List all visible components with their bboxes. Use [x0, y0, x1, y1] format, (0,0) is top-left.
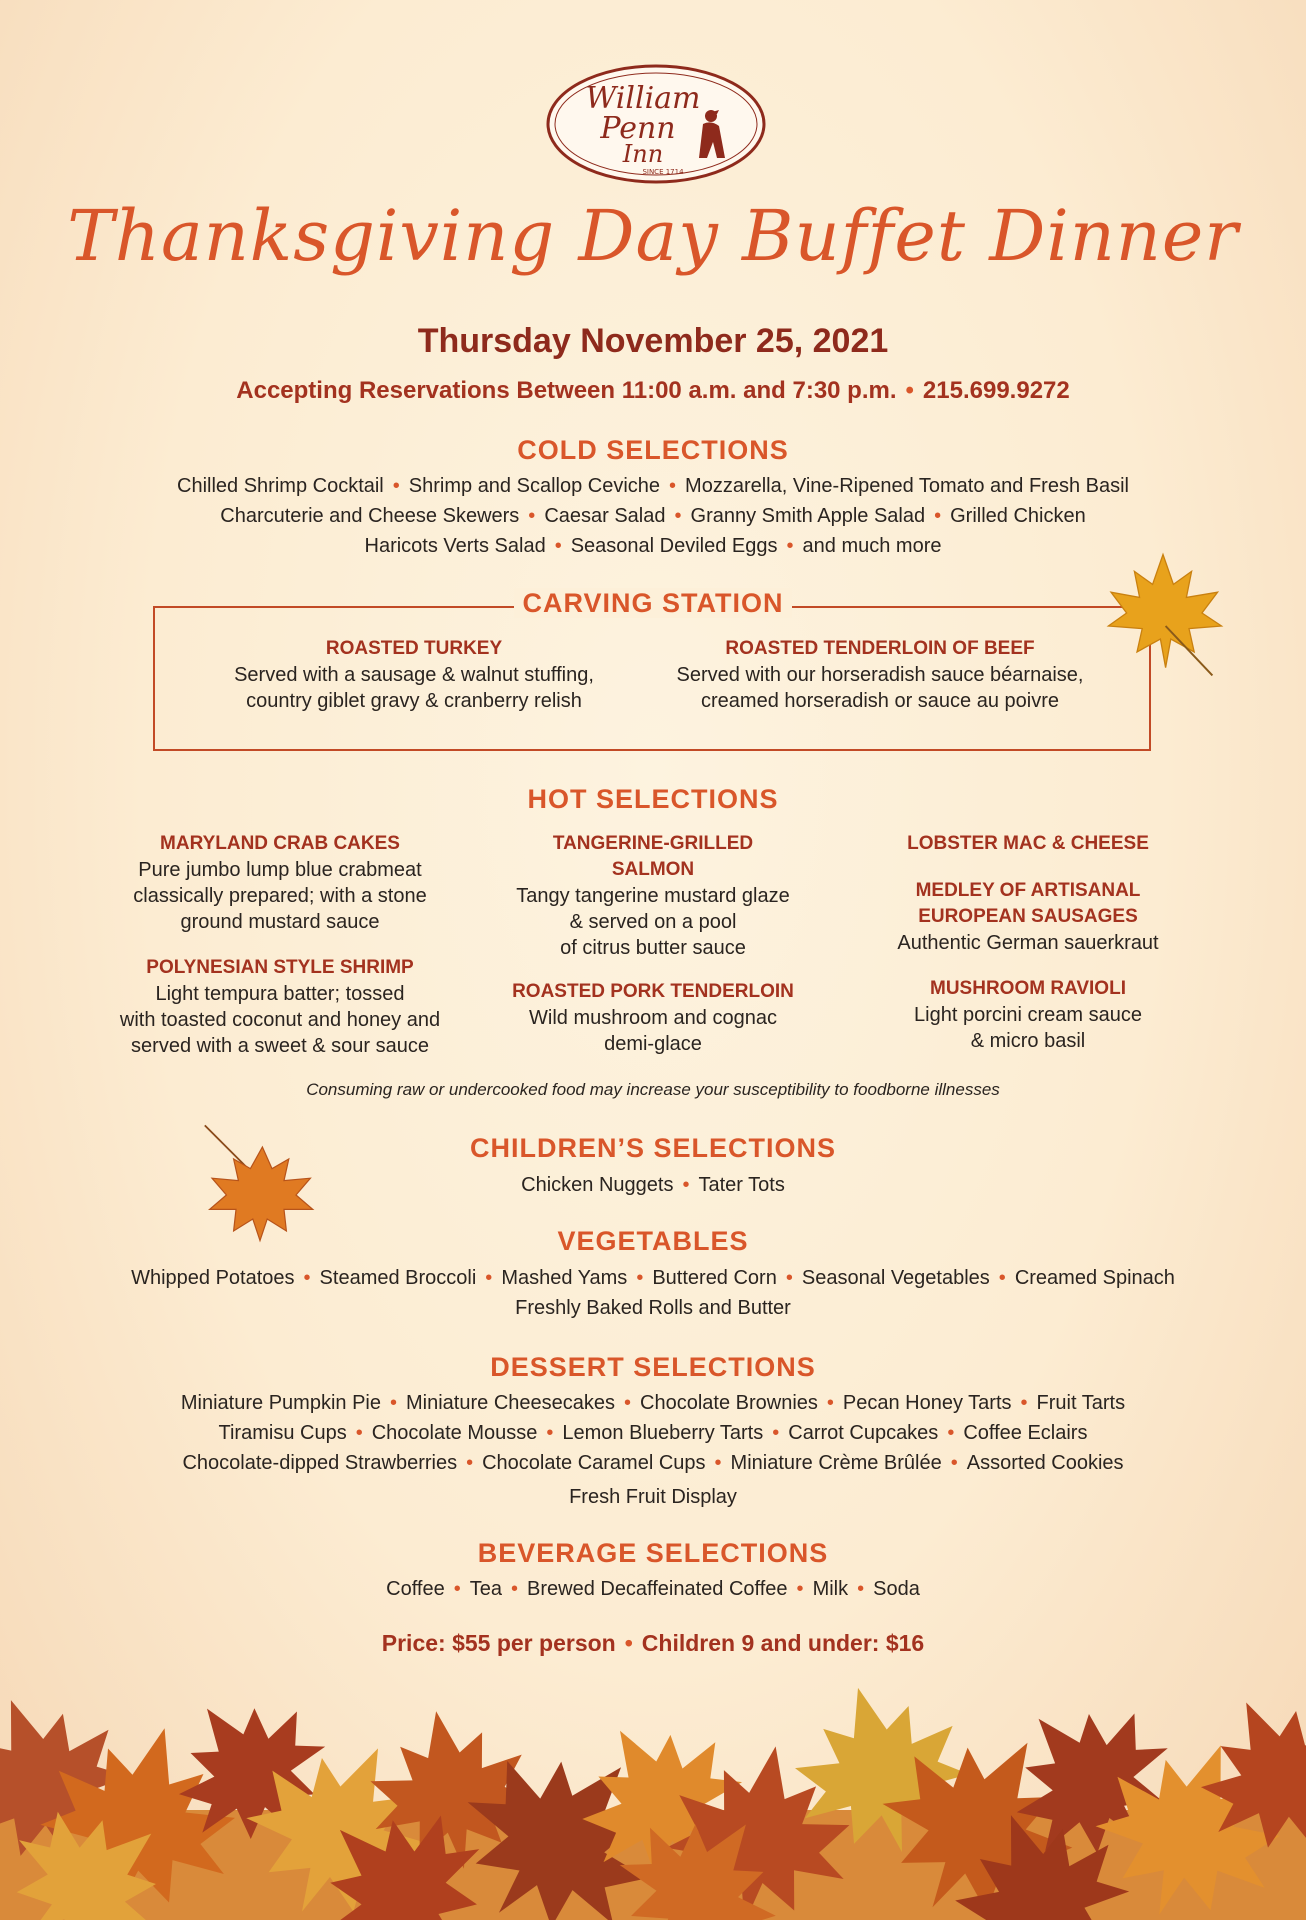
- hot-item-desc: demi-glace: [604, 1033, 702, 1055]
- menu-item: Charcuterie and Cheese Skewers: [220, 505, 520, 527]
- reservation-line: Accepting Reservations Between 11:00 a.m. and 7:30 p.m. • 215.699.9272: [236, 377, 1070, 404]
- hot-item-desc: of citrus butter sauce: [560, 937, 746, 959]
- hot-item-desc: Wild mushroom and cognac: [529, 1007, 777, 1029]
- dessert-line-4: [0, 1486, 1306, 1509]
- bullet-separator: •: [453, 1578, 461, 1600]
- hot-item-desc: Light tempura batter; tossed: [155, 983, 405, 1005]
- hot-item-name: MEDLEY OF ARTISANAL: [915, 880, 1141, 901]
- vegetables-line-1: [0, 1267, 1306, 1290]
- menu-item: Tiramisu Cups: [218, 1422, 347, 1444]
- bullet-separator: •: [510, 1578, 518, 1600]
- children-line-1: [0, 1174, 1306, 1197]
- bullet-separator: •: [772, 1422, 780, 1444]
- cold-line-2: [0, 505, 1306, 528]
- menu-item: Chocolate Mousse: [371, 1422, 538, 1444]
- hot-item-desc: Light porcini cream sauce: [914, 1004, 1142, 1026]
- menu-item: Assorted Cookies: [966, 1452, 1124, 1474]
- bullet-separator: •: [546, 1422, 554, 1444]
- menu-item: Seasonal Deviled Eggs: [570, 535, 778, 557]
- hot-item-desc: with toasted coconut and honey and: [119, 1009, 441, 1031]
- hot-item-desc: classically prepared; with a stone: [133, 885, 427, 907]
- autumn-leaves-border: [0, 1660, 1306, 1920]
- vegetables-line-2: [0, 1297, 1306, 1320]
- menu-item: and much more: [802, 535, 942, 557]
- hot-item-name: LOBSTER MAC & CHEESE: [907, 833, 1149, 854]
- carving-item-name: ROASTED TENDERLOIN OF BEEF: [725, 638, 1035, 659]
- logo-since: SINCE 1714: [642, 168, 684, 176]
- menu-item: Coffee Eclairs: [963, 1422, 1088, 1444]
- hot-item-desc: Pure jumbo lump blue crabmeat: [138, 859, 422, 881]
- hot-item-desc: Tangy tangerine mustard glaze: [516, 885, 790, 907]
- menu-item: Chocolate-dipped Strawberries: [182, 1452, 458, 1474]
- menu-item: Milk: [812, 1578, 849, 1600]
- hot-item-name: ROASTED PORK TENDERLOIN: [512, 981, 794, 1002]
- maple-leaf-icon: [1098, 548, 1228, 678]
- hot-item-desc: served with a sweet & sour sauce: [131, 1035, 429, 1057]
- beverage-selections-title: BEVERAGE SELECTIONS: [477, 1538, 829, 1568]
- page-title: Thanksgiving Day Buffet Dinner: [67, 195, 1239, 277]
- menu-item: Brewed Decaffeinated Coffee: [527, 1578, 788, 1600]
- menu-item: Buttered Corn: [652, 1267, 777, 1289]
- hot-item-desc: ground mustard sauce: [180, 911, 380, 933]
- hot-item-desc: & micro basil: [970, 1030, 1086, 1052]
- carving-item-name: ROASTED TURKEY: [325, 638, 503, 659]
- menu-item: Mozzarella, Vine-Ripened Tomato and Fresh Basil: [685, 475, 1129, 497]
- menu-item: Tater Tots: [698, 1174, 785, 1196]
- carving-item-beef: [640, 636, 1120, 714]
- menu-item: Chicken Nuggets: [521, 1174, 674, 1196]
- hot-item-name: TANGERINE-GRILLED: [552, 833, 754, 854]
- carving-item-desc: country giblet gravy & cranberry relish: [246, 690, 582, 712]
- menu-item: Haricots Verts Salad: [364, 535, 546, 557]
- bullet-separator: •: [950, 1452, 958, 1474]
- carving-item-turkey: [214, 636, 614, 714]
- menu-item: Freshly Baked Rolls and Butter: [515, 1297, 791, 1319]
- bullet-separator: •: [636, 1267, 644, 1289]
- logo-line1: William: [585, 81, 701, 116]
- menu-item: Coffee: [386, 1578, 445, 1600]
- carving-item-desc: Served with a sausage & walnut stuffing,: [234, 664, 594, 686]
- logo-line3: Inn: [622, 140, 664, 168]
- children-selections-title: CHILDREN’S SELECTIONS: [469, 1133, 837, 1163]
- menu-item: Shrimp and Scallop Ceviche: [408, 475, 661, 497]
- cold-selections-title: COLD SELECTIONS: [517, 435, 789, 465]
- hot-item-name: MUSHROOM RAVIOLI: [930, 978, 1126, 999]
- hot-item-desc: & served on a pool: [569, 911, 737, 933]
- hot-item-name: POLYNESIAN STYLE SHRIMP: [146, 957, 414, 978]
- menu-item: Soda: [873, 1578, 920, 1600]
- bullet-separator: •: [554, 535, 562, 557]
- menu-item: Tea: [469, 1578, 502, 1600]
- children-price: Children 9 and under: $16: [641, 1630, 925, 1656]
- menu-item: Steamed Broccoli: [319, 1267, 477, 1289]
- menu-item: Miniature Cheesecakes: [406, 1392, 615, 1414]
- dessert-line-3: [0, 1452, 1306, 1475]
- menu-item: Chilled Shrimp Cocktail: [177, 475, 384, 497]
- menu-item: Mashed Yams: [501, 1267, 628, 1289]
- bullet-separator: •: [934, 505, 942, 527]
- bullet-separator: •: [669, 475, 677, 497]
- carving-item-desc: Served with our horseradish sauce béarnaise,: [676, 664, 1084, 686]
- menu-item: Miniature Crème Brûlée: [730, 1452, 942, 1474]
- bullet-separator: •: [485, 1267, 493, 1289]
- food-safety-warning: Consuming raw or undercooked food may increase your susceptibility to foodborne illnesses: [306, 1080, 1000, 1099]
- carving-item-desc: creamed horseradish or sauce au poivre: [701, 690, 1059, 712]
- carving-station-title: CARVING STATION: [514, 588, 791, 618]
- hot-selections-title: HOT SELECTIONS: [527, 784, 779, 814]
- bullet-separator: •: [826, 1392, 834, 1414]
- menu-item: Creamed Spinach: [1014, 1267, 1175, 1289]
- beverage-line-1: [0, 1578, 1306, 1601]
- menu-item: Lemon Blueberry Tarts: [562, 1422, 764, 1444]
- bullet-separator: •: [528, 505, 536, 527]
- dessert-line-1: [0, 1392, 1306, 1415]
- bullet-separator: •: [947, 1422, 955, 1444]
- bullet-separator: •: [796, 1578, 804, 1600]
- bullet-separator: •: [857, 1578, 865, 1600]
- menu-item: Seasonal Vegetables: [801, 1267, 990, 1289]
- vegetables-title: VEGETABLES: [557, 1226, 749, 1256]
- bullet-separator: •: [303, 1267, 311, 1289]
- bullet-separator: •: [674, 505, 682, 527]
- menu-item: Granny Smith Apple Salad: [690, 505, 926, 527]
- bullet-separator: •: [624, 1392, 632, 1414]
- reservation-text: Accepting Reservations Between 11:00 a.m. and 7:30 p.m.: [236, 377, 897, 404]
- bullet-separator: •: [998, 1267, 1006, 1289]
- hot-column-1: [100, 831, 460, 1059]
- event-date: Thursday November 25, 2021: [417, 322, 889, 360]
- bullet-separator: •: [355, 1422, 363, 1444]
- bullet-separator: •: [682, 1174, 690, 1196]
- hot-item-name: MARYLAND CRAB CAKES: [160, 833, 400, 854]
- adult-price: Price: $55 per person: [381, 1630, 616, 1656]
- menu-item: Whipped Potatoes: [131, 1267, 295, 1289]
- hot-item-desc: Authentic German sauerkraut: [897, 932, 1159, 954]
- hot-item-name: SALMON: [611, 859, 695, 880]
- menu-item: Carrot Cupcakes: [788, 1422, 939, 1444]
- menu-item: Miniature Pumpkin Pie: [180, 1392, 381, 1414]
- menu-item: Chocolate Brownies: [640, 1392, 818, 1414]
- menu-item: Fresh Fruit Display: [569, 1486, 737, 1508]
- menu-item: Fruit Tarts: [1036, 1392, 1126, 1414]
- bullet-separator: •: [1020, 1392, 1028, 1414]
- bullet-separator: •: [785, 1267, 793, 1289]
- bullet-separator: •: [714, 1452, 722, 1474]
- phone-number: 215.699.9272: [922, 377, 1070, 404]
- bullet-separator: •: [392, 475, 400, 497]
- bullet-separator: •: [389, 1392, 397, 1414]
- menu-item: Grilled Chicken: [950, 505, 1086, 527]
- dessert-selections-title: DESSERT SELECTIONS: [490, 1352, 816, 1382]
- menu-item: Pecan Honey Tarts: [842, 1392, 1012, 1414]
- william-penn-inn-logo: [543, 58, 769, 186]
- menu-item: Caesar Salad: [544, 505, 666, 527]
- hot-column-3: [848, 831, 1208, 1054]
- price-line: Price: $55 per person • Children 9 and under: $16: [381, 1630, 925, 1656]
- logo-line2: Penn: [600, 111, 676, 146]
- menu-item: Chocolate Caramel Cups: [482, 1452, 706, 1474]
- hot-column-2: [473, 831, 833, 1057]
- dessert-line-2: [0, 1422, 1306, 1445]
- bullet-separator: •: [466, 1452, 474, 1474]
- hot-item-name: EUROPEAN SAUSAGES: [918, 906, 1138, 927]
- cold-line-1: [0, 475, 1306, 498]
- bullet-separator: •: [786, 535, 794, 557]
